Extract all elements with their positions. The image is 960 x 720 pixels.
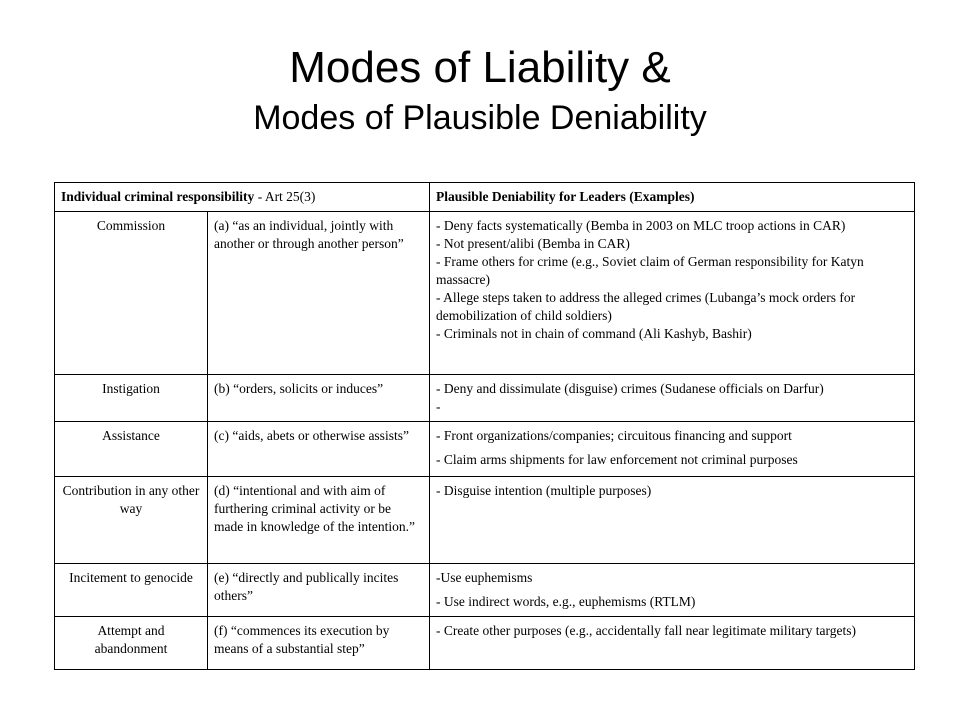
article-text-cell: (a) “as an individual, jointly with another or through another person” [208, 212, 430, 375]
mode-cell: Instigation [55, 375, 208, 422]
title-main: Modes of Liability & [289, 43, 671, 92]
example-item: - Use indirect words, e.g., euphemisms (RTLM) [436, 594, 696, 609]
examples-cell [430, 422, 915, 477]
table-row [55, 422, 915, 477]
table-row [55, 617, 915, 670]
example-item: - Allege steps taken to address the alleged crimes (Lubanga’s mock orders for demobilization of child soldiers) [436, 290, 856, 323]
article-text-cell: (f) “commences its execution by means of a substantial step” [208, 617, 430, 670]
slide-title [0, 42, 960, 140]
examples-cell [430, 477, 915, 564]
examples-cell [430, 564, 915, 617]
header-left-bold: Individual criminal responsibility [61, 189, 255, 204]
header-plausible-deniability: Plausible Deniability for Leaders (Examples) [430, 183, 915, 212]
example-item: - [436, 399, 441, 414]
example-item: - Deny and dissimulate (disguise) crimes (Sudanese officials on Darfur) [436, 381, 824, 396]
title-subtitle: Modes of Plausible Deniability [253, 99, 707, 137]
header-individual-responsibility [55, 183, 430, 212]
article-text-cell: (c) “aids, abets or otherwise assists” [208, 422, 430, 477]
table-row [55, 212, 915, 375]
article-text-cell: (d) “intentional and with aim of furthering criminal activity or be made in knowledge of the intention.” [208, 477, 430, 564]
mode-cell: Assistance [55, 422, 208, 477]
liability-table [54, 182, 915, 670]
example-item: -Use euphemisms [436, 570, 533, 585]
mode-cell: Commission [55, 212, 208, 375]
example-item: - Deny facts systematically (Bemba in 2003 on MLC troop actions in CAR) [436, 218, 846, 233]
examples-cell [430, 617, 915, 670]
mode-cell: Attempt and abandonment [55, 617, 208, 670]
header-left-article: - Art 25(3) [254, 189, 316, 204]
examples-cell [430, 375, 915, 422]
example-item: - Front organizations/companies; circuitous financing and support [436, 428, 792, 443]
example-item: - Create other purposes (e.g., accidentally fall near legitimate military targets) [436, 623, 856, 638]
table-header-row [55, 183, 915, 212]
article-text-cell: (e) “directly and publically incites others” [208, 564, 430, 617]
example-item: - Claim arms shipments for law enforcement not criminal purposes [436, 452, 798, 467]
example-item: - Not present/alibi (Bemba in CAR) [436, 236, 630, 251]
example-item: - Disguise intention (multiple purposes) [436, 483, 652, 498]
mode-cell: Incitement to genocide [55, 564, 208, 617]
example-item: - Criminals not in chain of command (Ali Kashyb, Bashir) [436, 326, 752, 341]
mode-cell: Contribution in any other way [55, 477, 208, 564]
table-row [55, 564, 915, 617]
examples-cell [430, 212, 915, 375]
table-row [55, 375, 915, 422]
article-text-cell: (b) “orders, solicits or induces” [208, 375, 430, 422]
table-row [55, 477, 915, 564]
example-item: - Frame others for crime (e.g., Soviet claim of German responsibility for Katyn massacre) [436, 254, 864, 287]
